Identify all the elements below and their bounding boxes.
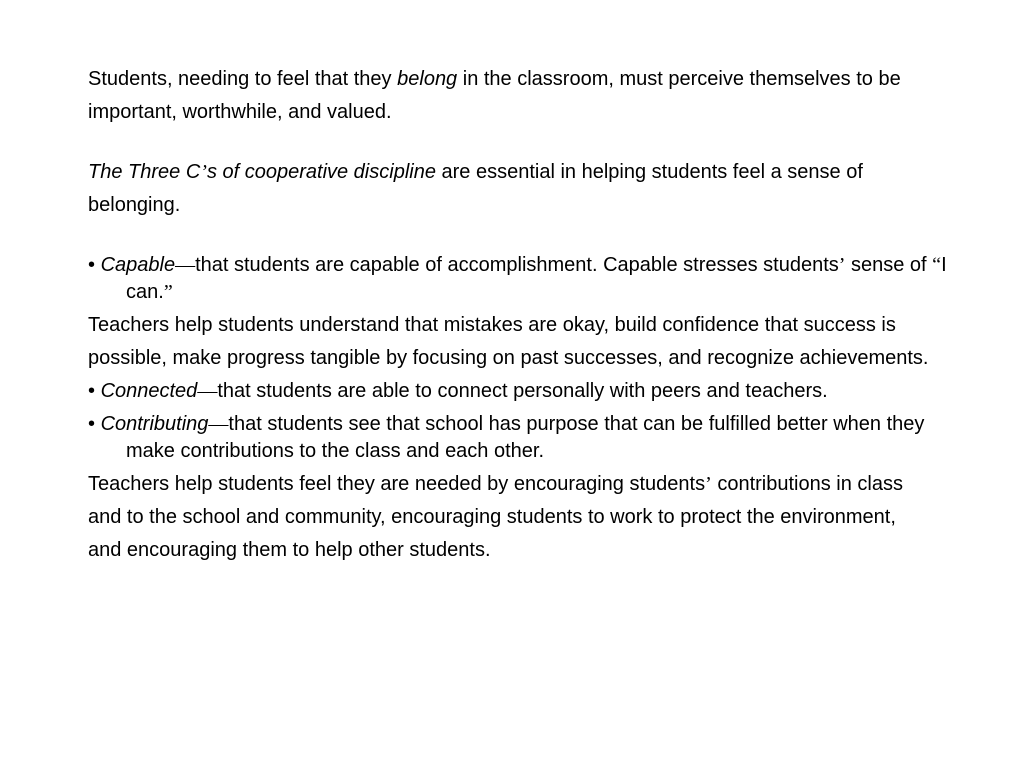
italic-term-three-cs: The Three C — [88, 161, 201, 183]
paragraph-belonging: belonging. — [88, 194, 181, 216]
apostrophe: ’ — [200, 161, 207, 183]
paragraph-mistakes: Teachers help students understand that mistakes are okay, build confidence that success is — [88, 314, 896, 336]
text: Students, needing to feel that they — [88, 68, 398, 90]
paragraph-needed — [88, 471, 948, 498]
bullet-capable — [88, 252, 948, 306]
text: that students see that school has purpose that can be fulfilled better when they make contributions to the class and each other. — [126, 413, 925, 462]
open-quote: “ — [932, 254, 942, 276]
paragraph-valued: important, worthwhile, and valued. — [88, 101, 392, 123]
text: sense of — [845, 254, 933, 276]
paragraph-progress: possible, make progress tangible by focusing on past successes, and recognize achievements. — [88, 347, 929, 369]
term-capable: Capable — [100, 254, 176, 276]
em-dash: — — [197, 380, 218, 402]
text: are essential in helping students feel a sense of — [435, 161, 863, 183]
apostrophe: ’ — [705, 473, 712, 495]
italic-term-belong: belong — [397, 68, 458, 90]
em-dash: — — [175, 254, 196, 276]
paragraph-help-others: and encouraging them to help other students. — [88, 539, 491, 561]
italic-term-three-cs-rest: s of cooperative discipline — [206, 161, 436, 183]
paragraph-three-cs — [88, 159, 948, 186]
term-contributing: Contributing — [100, 413, 209, 435]
paragraph-environment: and to the school and community, encouraging students to work to protect the environment, — [88, 506, 896, 528]
text: that students are able to connect personally with peers and teachers. — [217, 380, 828, 402]
bullet-contributing — [88, 411, 948, 465]
close-quote: ” — [163, 281, 173, 303]
term-connected: Connected — [100, 380, 198, 402]
text: contributions in class — [711, 473, 903, 495]
text: in the classroom, must perceive themselves to be — [457, 68, 901, 90]
slide-body — [88, 66, 948, 570]
text: that students are capable of accomplishment. Capable stresses students — [195, 254, 839, 276]
em-dash: — — [208, 413, 229, 435]
bullet-marker: • — [88, 254, 101, 276]
paragraph-belong — [88, 66, 948, 93]
text: Teachers help students feel they are needed by encouraging students — [88, 473, 706, 495]
quote-text: I can. — [126, 254, 947, 303]
apostrophe: ’ — [838, 254, 846, 276]
bullet-connected — [88, 378, 948, 405]
bullet-marker: • — [88, 413, 101, 435]
bullet-marker: • — [88, 380, 101, 402]
